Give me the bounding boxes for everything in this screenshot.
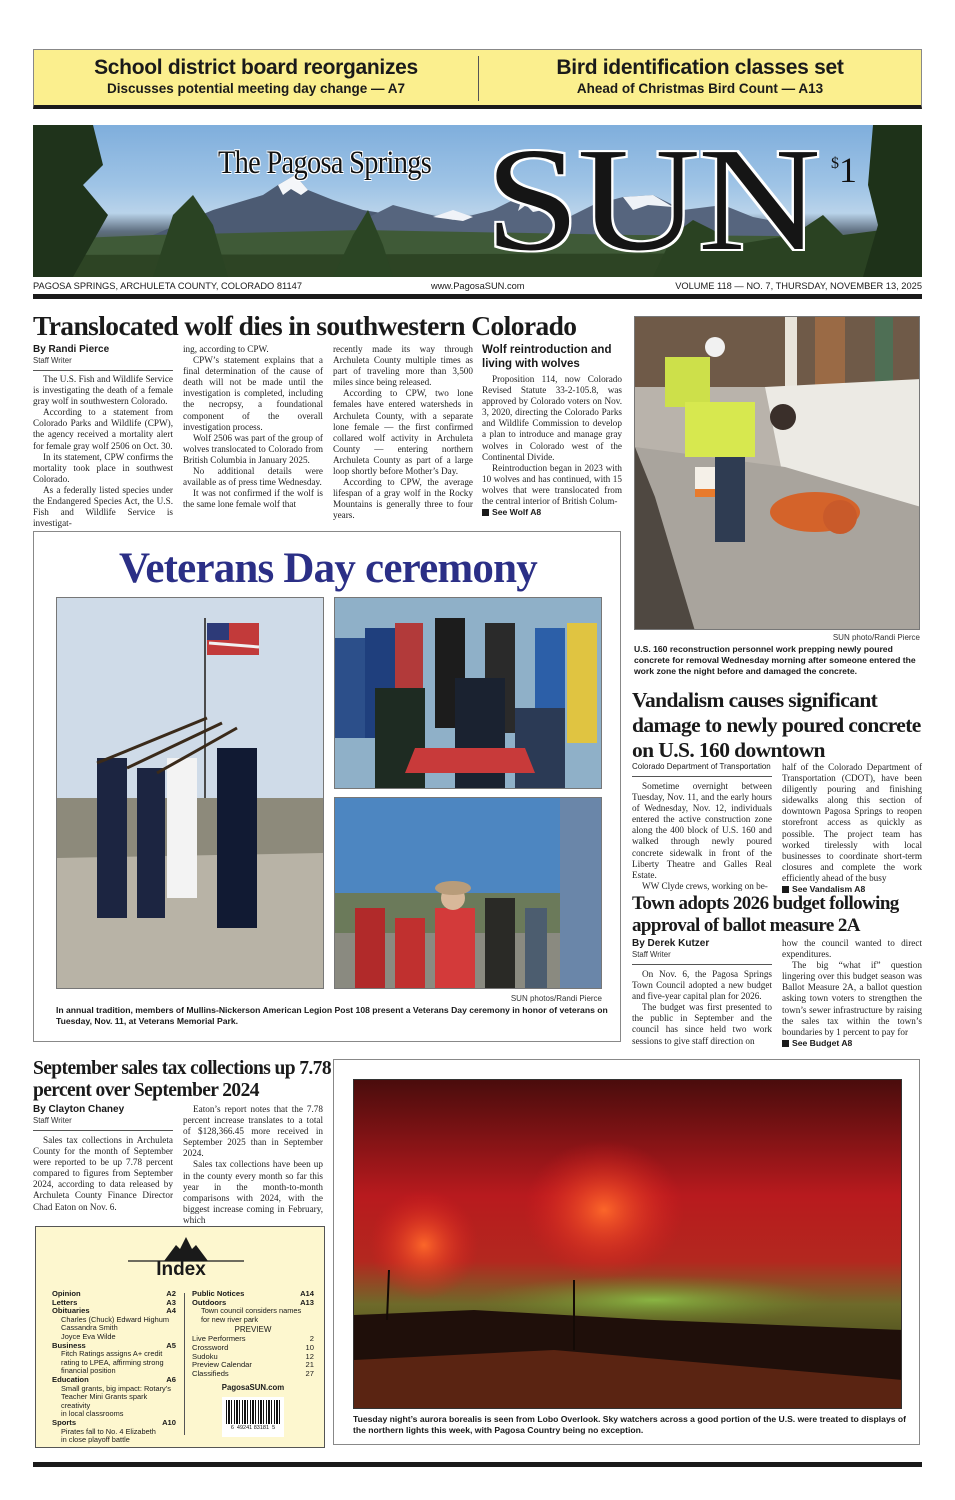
index-page: 2 xyxy=(309,1334,314,1344)
index-label: Preview Calendar xyxy=(192,1360,252,1370)
budget-byline-block xyxy=(632,938,772,971)
paragraph: recently made its way through Archuleta County multiple times as part of traveling more than 3,500 miles since being released. xyxy=(333,344,473,388)
wolf-column-1 xyxy=(33,374,173,529)
flag-folding-image xyxy=(335,598,602,789)
price-currency: $ xyxy=(831,155,839,172)
index-page: A6 xyxy=(166,1374,176,1384)
index-left-column xyxy=(52,1290,176,1445)
index-label: Classifieds xyxy=(192,1368,229,1378)
index-label: Public Notices xyxy=(192,1289,245,1298)
paragraph: The budget was first presented to the public in September and the council has since held two work sessions to give staff direction on xyxy=(632,1002,772,1046)
paragraph: The big “what if” question lingering over this budget season was Ballot Measure 2A, a ballot question asking town voters to strengthen the town’s sewer infrastructure by raising the sales tax within the town’s boundaries by 1 percent to pay for xyxy=(782,960,922,1037)
index-subentry: Town council considers names xyxy=(201,1306,302,1316)
index-subentry: in local classrooms xyxy=(61,1409,124,1419)
vandalism-byline: Colorado Department of Transportation xyxy=(632,762,771,771)
index-page: 21 xyxy=(305,1360,314,1370)
index-label: Live Performers xyxy=(192,1334,246,1344)
vandalism-column-1 xyxy=(632,781,772,892)
paragraph: On Nov. 6, the Pagosa Springs Town Council adopted a new budget and five-year capital plan for 2026. xyxy=(632,969,772,1002)
bottom-rule xyxy=(33,1462,922,1467)
folio-location: PAGOSA SPRINGS, ARCHULETA COUNTY, COLORADO 81147 xyxy=(33,281,303,291)
index-subentry: Small grants, big impact: Rotary’s xyxy=(61,1383,171,1393)
wolf-column-4 xyxy=(482,343,622,518)
veterans-photo-package xyxy=(33,531,621,1042)
vandalism-column-2 xyxy=(782,762,922,895)
index-subentry: Cassandra Smith xyxy=(61,1323,118,1333)
wolf-subhead: Wolf reintroduction and living with wolves xyxy=(482,344,612,370)
salestax-role: Staff Writer xyxy=(33,1116,72,1125)
index-label: Letters xyxy=(52,1297,78,1307)
index-website-link[interactable]: PagosaSUN.com xyxy=(221,1383,285,1393)
index-page: A3 xyxy=(166,1297,176,1307)
budget-column-1 xyxy=(632,969,772,1047)
price xyxy=(831,149,857,191)
masthead-title-big: SUN xyxy=(485,125,819,277)
vandalism-headline[interactable]: Vandalism causes significant damage to newly poured concrete on U.S. 160 downtown xyxy=(632,688,921,762)
byline-rule xyxy=(632,964,772,965)
paragraph: The U.S. Fish and Wildlife Service is investigating the death of a female gray wolf in southwestern Colorado. xyxy=(33,374,173,407)
paragraph: As a federally listed species under the Endangered Species Act, the U.S. Fish and Wildlife Service is investigat- xyxy=(33,484,173,529)
budget-jump-link[interactable]: See Budget A8 xyxy=(782,1038,922,1049)
wolf-column-2 xyxy=(183,344,323,510)
budget-role: Staff Writer xyxy=(632,950,671,959)
budget-byline: By Derek Kutzer xyxy=(632,938,710,949)
concrete-photo-credit: SUN photo/Randi Pierce xyxy=(832,633,920,642)
wolf-column-3 xyxy=(333,344,473,522)
index-label: Business xyxy=(52,1340,86,1350)
paragraph: CPW’s statement explains that a final determination of the cause of death will not be made until the investigation is completed, including the necropsy, a foundational component of the overall investigation process. xyxy=(183,355,323,432)
barcode xyxy=(222,1397,284,1437)
paragraph: Sometime overnight between Tuesday, Nov. 11, and the early hours of Wednesday, Nov. 12, individuals entered the active construction zone along the 400 block of U.S. 160 and walked through newly poured concrete sidewalk in front of the Liberty Theatre and Galles Real Estate. xyxy=(632,781,772,880)
index-page: A14 xyxy=(300,1289,314,1298)
budget-headline[interactable]: Town adopts 2026 budget following approval of ballot measure 2A xyxy=(632,893,899,936)
index-label: Opinion xyxy=(52,1289,81,1298)
crowd-salute-image xyxy=(335,798,602,989)
paragraph: ing, according to CPW. xyxy=(183,344,269,354)
index-subentry: Charles (Chuck) Edward Highum xyxy=(61,1314,170,1324)
folio-website-link[interactable]: www.PagosaSUN.com xyxy=(431,281,525,291)
paragraph: It was not confirmed if the wolf is the same lone female wolf that xyxy=(183,488,323,510)
index-box xyxy=(35,1226,325,1448)
barcode-number: 6 49241 83181 5 xyxy=(230,1425,276,1432)
wolf-jump-link[interactable]: See Wolf A8 xyxy=(482,507,622,518)
salestax-column-2 xyxy=(183,1104,323,1237)
preview-entry[interactable] xyxy=(192,1370,314,1379)
folio-rule xyxy=(33,294,922,299)
index-title: Index xyxy=(156,1259,206,1280)
salestax-byline: By Clayton Chaney xyxy=(33,1104,125,1115)
paragraph: how the council wanted to direct expenditures. xyxy=(782,938,922,960)
wolf-role: Staff Writer xyxy=(33,356,72,365)
paragraph: half of the Colorado Department of Transportation (CDOT), have been diligently pouring and finishing sidewalks along this section of downtown Pagosa Springs to reopen storefront access as quickly as possible. The project team has worked tirelessly with local businesses to coordinate short-term closures and complete the work efficiently ahead of the busy xyxy=(782,762,922,883)
index-page: A10 xyxy=(162,1417,176,1427)
index-label: Education xyxy=(52,1374,89,1384)
budget-column-2 xyxy=(782,938,922,1049)
index-subentry: in close playoff battle xyxy=(61,1435,130,1445)
masthead xyxy=(33,125,922,277)
salestax-headline[interactable]: September sales tax collections up 7.78 percent over September 2024 xyxy=(33,1058,331,1101)
salestax-byline-block xyxy=(33,1104,173,1137)
index-subentry: for new river park xyxy=(201,1314,259,1324)
wolf-headline[interactable]: Translocated wolf dies in southwestern Colorado xyxy=(33,310,577,341)
wolf-byline: By Randi Pierce xyxy=(33,344,110,355)
index-subentry: Fitch Ratings assigns A+ credit xyxy=(61,1349,163,1359)
paragraph: Sales tax collections in Archuleta County for the month of September were reported to be up 7.78 percent compared to figures from September 2024, according to data released by Archuleta County Finance Director Chad Eaton on Nov. 6. xyxy=(33,1135,173,1212)
teaser-bar xyxy=(33,49,922,109)
paragraph: Sales tax collections have been up in the county every month so far this year in the month-to-month comparisons with 2024, with the biggest increase coming in February, which xyxy=(183,1159,323,1225)
folio-issue: VOLUME 118 — NO. 7, THURSDAY, NOVEMBER 13, 2025 xyxy=(675,281,922,291)
index-page: A4 xyxy=(166,1306,176,1316)
paragraph: Proposition 114, now Colorado Revised Statute 33-2-105.8, was approved by Colorado voters on Nov. 3, 2020, directing the Colorado Parks and Wildlife Commission to develop a plan to introduce and manage gray wolves in Colorado west of the Continental Divide. xyxy=(482,374,622,462)
index-subentry: Pirates fall to No. 4 Elizabeth xyxy=(61,1426,156,1436)
index-page: A5 xyxy=(166,1340,176,1350)
teaser-school-board[interactable] xyxy=(34,56,478,97)
index-subentry: Teacher Mini Grants spark creativity xyxy=(61,1392,148,1410)
index-label: Sports xyxy=(52,1417,77,1427)
veterans-flag-folding-photo xyxy=(334,597,602,789)
salestax-column-1 xyxy=(33,1135,173,1213)
veterans-title[interactable]: Veterans Day ceremony xyxy=(119,545,537,592)
vandalism-byline-block xyxy=(632,762,772,783)
veterans-crowd-salute-photo xyxy=(334,797,602,989)
paragraph: According to CPW, two lone females have entered watersheds in Archuleta County, with a separate lone female — the first confirmed collared wolf activity in Archuleta County — entering northern Archuleta County as part of a large loop shortly before Mother’s Day. xyxy=(333,388,473,477)
paragraph: Eaton’s report notes that the 7.78 percent increase translates to a total of $128,366.45 more received in September 2025 than in September 2024. xyxy=(183,1104,323,1159)
teaser-subtitle: Ahead of Christmas Bird Count — A13 xyxy=(576,81,824,96)
wolf-byline-block xyxy=(33,344,173,377)
aurora-photo-cutline: Tuesday night’s aurora borealis is seen from Lobo Overlook. Sky watchers across a good portion of the U.S. were treated to displays of the northern lights this week, with Pagosa Country being no exception. xyxy=(353,1414,906,1435)
paragraph: According to a statement from Colorado Parks and Wildlife (CPW), the agency received a mortality alert for female gray wolf 2506 on Oct. 30. xyxy=(33,407,173,451)
index-divider xyxy=(184,1293,185,1435)
teaser-subtitle: Discusses potential meeting day change — A7 xyxy=(106,81,406,96)
index-subentry: financial position xyxy=(61,1366,116,1376)
concrete-photo-cutline: U.S. 160 reconstruction personnel work prepping newly poured concrete for removal Wednesday morning after someone entered the work zone the night before and damaged the concrete. xyxy=(634,644,916,676)
paragraph: According to CPW, the average lifespan of a gray wolf in the Rocky Mountains is generally three to four years. xyxy=(333,477,473,521)
index-label: Obituaries xyxy=(52,1306,90,1316)
price-value: 1 xyxy=(839,150,857,190)
index-page: 10 xyxy=(305,1342,314,1352)
index-subentry: rating to LPEA, affirming strong xyxy=(61,1357,164,1367)
veterans-photo-credit: SUN photos/Randi Pierce xyxy=(510,994,602,1003)
folio-line xyxy=(33,281,922,293)
index-label: Outdoors xyxy=(192,1297,227,1307)
paragraph: No additional details were available as of press time Wednesday. xyxy=(183,466,323,488)
rifle-salute-image xyxy=(57,598,324,989)
index-page: 27 xyxy=(305,1368,314,1378)
index-label: Sudoku xyxy=(192,1351,218,1361)
index-label: Crossword xyxy=(192,1342,229,1352)
byline-rule xyxy=(33,1130,173,1131)
veterans-rifle-salute-photo xyxy=(56,597,324,989)
paragraph: Reintroduction began in 2023 with 10 wolves and has continued, with 15 wolves that were translocated from the central interior of British Colum- xyxy=(482,462,622,507)
aurora-image xyxy=(354,1080,902,1409)
teaser-bird-classes[interactable] xyxy=(478,56,922,97)
paragraph: WW Clyde crews, working on be- xyxy=(642,880,768,891)
paragraph: In its statement, CPW confirms the mortality took place in southwest Colorado. xyxy=(33,451,173,484)
aurora-borealis-photo xyxy=(353,1079,902,1409)
concrete-photo-image xyxy=(635,317,920,630)
index-page: A13 xyxy=(300,1297,314,1307)
byline-rule xyxy=(33,370,173,371)
byline-rule xyxy=(632,776,772,777)
barcode-bars-icon xyxy=(226,1400,280,1424)
wolf-column-4-body xyxy=(482,374,622,518)
aurora-photo-package xyxy=(333,1059,920,1445)
index-subentry: Joyce Eva Wilde xyxy=(61,1331,116,1341)
index-page: A2 xyxy=(166,1289,176,1298)
teaser-title: School district board reorganizes xyxy=(94,56,418,79)
index-right-column xyxy=(192,1290,314,1437)
index-page: 12 xyxy=(305,1351,314,1361)
preview-heading: PREVIEW xyxy=(234,1325,272,1335)
teaser-title: Bird identification classes set xyxy=(556,56,844,79)
veterans-photo-cutline: In annual tradition, members of Mullins-Nickerson American Legion Post 108 present a Veterans Day ceremony in honor of veterans on Tuesday, Nov. 11, at Veterans Memorial Park. xyxy=(56,1005,608,1026)
masthead-title-small: The Pagosa Springs xyxy=(218,145,432,181)
concrete-worker-photo xyxy=(634,316,920,630)
paragraph: Wolf 2506 was part of the group of wolves translocated to Colorado from British Columbia in January 2025. xyxy=(183,432,323,465)
vandalism-jump-link[interactable]: See Vandalism A8 xyxy=(782,884,922,895)
